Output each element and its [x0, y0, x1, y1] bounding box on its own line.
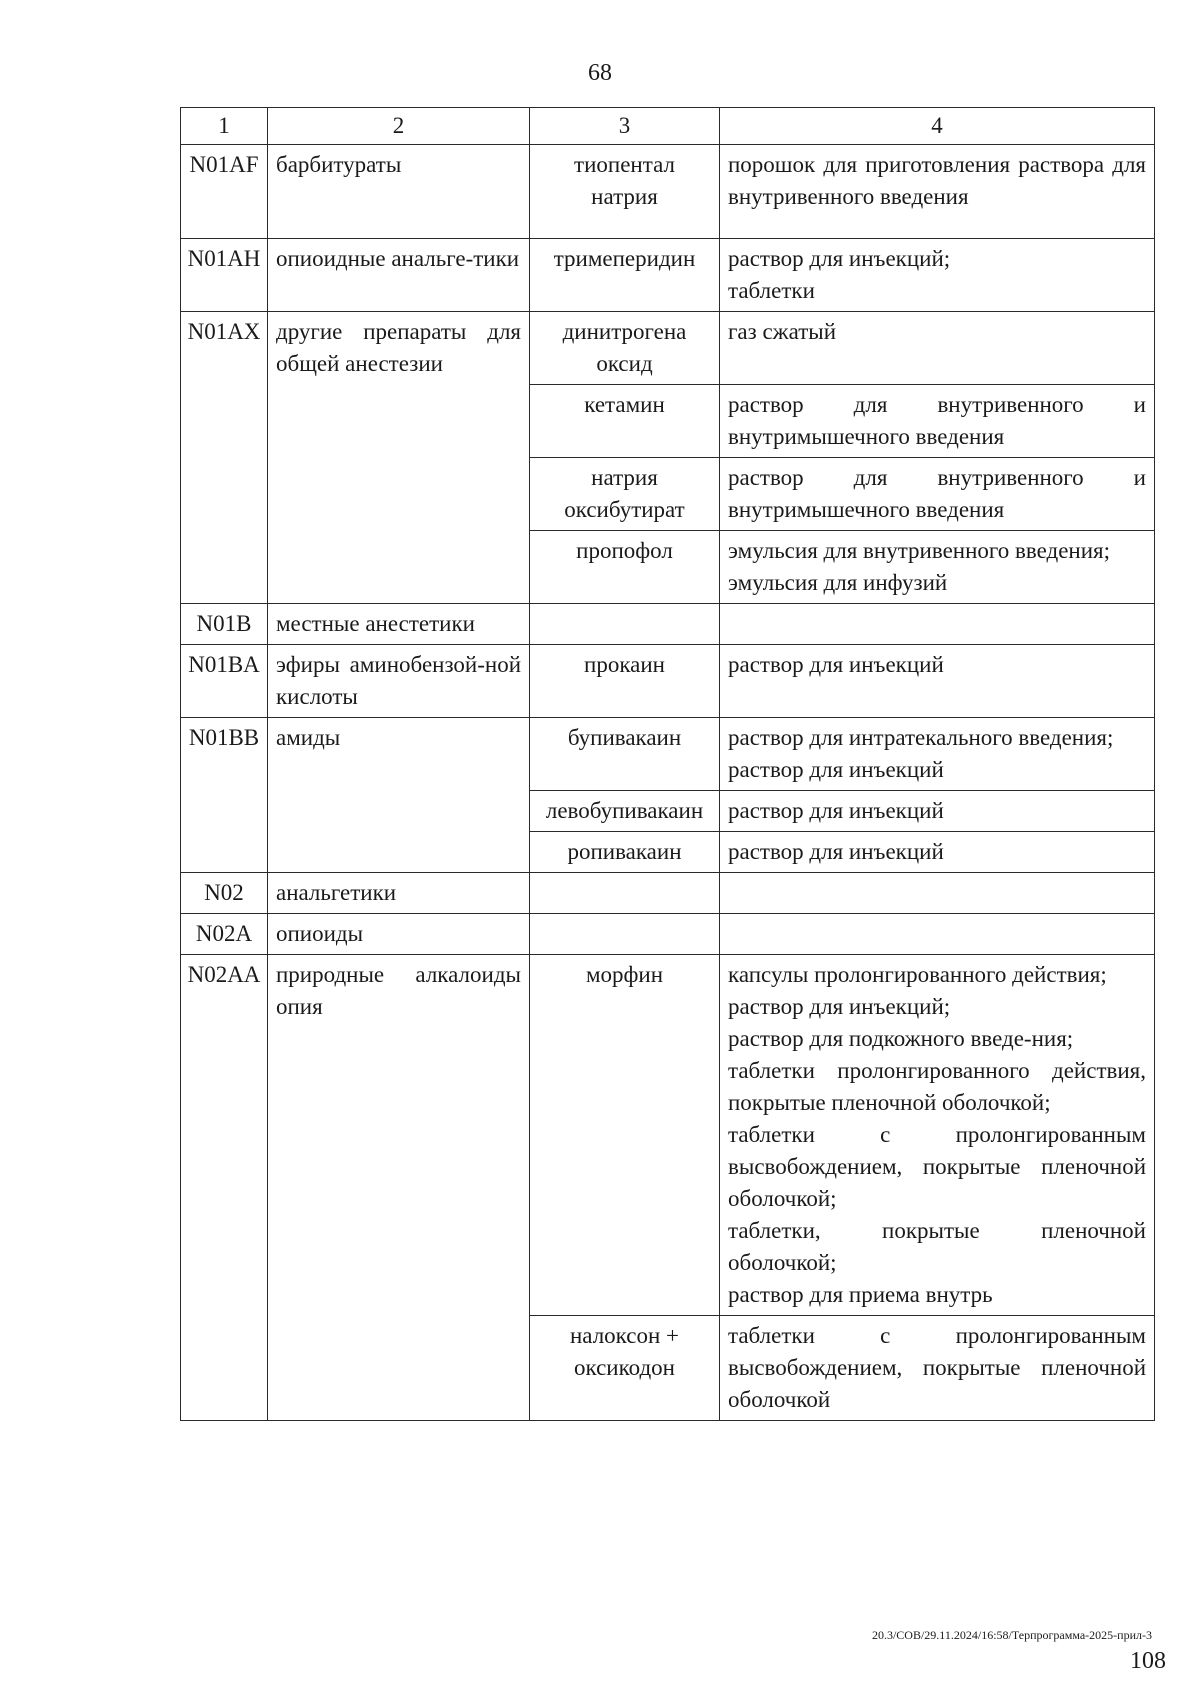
drug-table	[180, 107, 1155, 1421]
drug-name: налоксон + оксикодон	[530, 1316, 720, 1421]
form-line: эмульсия для внутривенного введения;	[728, 538, 1110, 563]
group-name: опиоидные анальге-тики	[268, 239, 530, 312]
table-row	[181, 145, 1155, 239]
header-col-3: 3	[530, 108, 720, 145]
form-line: эмульсия для инфузий	[728, 570, 948, 595]
form-line: раствор для инъекций	[728, 757, 944, 782]
drug-name: левобупивакаин	[530, 791, 720, 832]
form-line: раствор для внутривенного и внутримышечного введения	[728, 465, 1146, 522]
table-row	[181, 239, 1155, 312]
dosage-forms	[720, 604, 1155, 645]
form-line: таблетки с пролонгированным высвобождением, покрытые пленочной оболочкой;	[728, 1122, 1146, 1211]
header-col-1: 1	[181, 108, 268, 145]
dosage-forms	[720, 955, 1155, 1316]
form-line: раствор для приема внутрь	[728, 1282, 993, 1307]
dosage-forms	[720, 1316, 1155, 1421]
atc-code: N01BB	[181, 718, 268, 873]
atc-code: N01AX	[181, 312, 268, 604]
document-code: 20.3/СОВ/29.11.2024/16:58/Терпрограмма-2025-прил-3	[871, 1628, 1152, 1642]
page-number: 68	[588, 60, 612, 86]
header-col-2: 2	[268, 108, 530, 145]
atc-code: N01BA	[181, 645, 268, 718]
form-line: раствор для инъекций	[728, 798, 944, 823]
drug-name: пропофол	[530, 531, 720, 604]
form-line: раствор для инъекций;	[728, 246, 951, 271]
form-line: таблетки, покрытые пленочной оболочкой;	[728, 1218, 1146, 1275]
drug-name: натрия оксибутират	[530, 458, 720, 531]
group-name: эфиры аминобензой-ной кислоты	[268, 645, 530, 718]
drug-name	[530, 914, 720, 955]
dosage-forms	[720, 914, 1155, 955]
dosage-forms	[720, 531, 1155, 604]
drug-name: бупивакаин	[530, 718, 720, 791]
atc-code: N01B	[181, 604, 268, 645]
drug-name: динитрогена оксид	[530, 312, 720, 385]
drug-name: прокаин	[530, 645, 720, 718]
drug-name	[530, 604, 720, 645]
group-name: барбитураты	[268, 145, 530, 239]
form-line: таблетки с пролонгированным высвобождением, покрытые пленочной оболочкой	[728, 1323, 1146, 1412]
dosage-forms	[720, 832, 1155, 873]
header-row	[181, 108, 1155, 145]
table-row	[181, 645, 1155, 718]
dosage-forms	[720, 458, 1155, 531]
table-row	[181, 914, 1155, 955]
form-line: раствор для внутривенного и внутримышечного введения	[728, 392, 1146, 449]
group-name: амиды	[268, 718, 530, 873]
dosage-forms	[720, 873, 1155, 914]
drug-name: ропивакаин	[530, 832, 720, 873]
form-line: таблетки	[728, 278, 815, 303]
footer-page-number: 108	[1130, 1648, 1166, 1674]
dosage-forms	[720, 239, 1155, 312]
atc-code: N02AA	[181, 955, 268, 1421]
drug-name: морфин	[530, 955, 720, 1316]
group-name: местные анестетики	[268, 604, 530, 645]
dosage-forms	[720, 145, 1155, 239]
form-line: раствор для инъекций;	[728, 994, 951, 1019]
form-line: таблетки пролонгированного действия, покрытые пленочной оболочкой;	[728, 1058, 1146, 1115]
dosage-forms	[720, 385, 1155, 458]
header-col-4: 4	[720, 108, 1155, 145]
atc-code: N02A	[181, 914, 268, 955]
atc-code: N01AF	[181, 145, 268, 239]
table-row	[181, 312, 1155, 385]
drug-name: тримеперидин	[530, 239, 720, 312]
form-line: газ сжатый	[728, 319, 837, 344]
table-row	[181, 604, 1155, 645]
atc-code: N02	[181, 873, 268, 914]
group-name: природные алкалоиды опия	[268, 955, 530, 1421]
table-row	[181, 955, 1155, 1316]
atc-code: N01AH	[181, 239, 268, 312]
dosage-forms	[720, 791, 1155, 832]
drug-name: тиопентал натрия	[530, 145, 720, 239]
group-name: анальгетики	[268, 873, 530, 914]
table-row	[181, 718, 1155, 791]
dosage-forms	[720, 312, 1155, 385]
drug-name	[530, 873, 720, 914]
form-line: раствор для инъекций	[728, 652, 944, 677]
form-line: порошок для приготовления раствора для внутривенного введения	[728, 152, 1146, 209]
dosage-forms	[720, 645, 1155, 718]
form-line: раствор для интратекального введения;	[728, 725, 1114, 750]
form-line: раствор для инъекций	[728, 839, 944, 864]
group-name: опиоиды	[268, 914, 530, 955]
dosage-forms	[720, 718, 1155, 791]
group-name: другие препараты для общей анестезии	[268, 312, 530, 604]
form-line: раствор для подкожного введе-ния;	[728, 1026, 1074, 1051]
table-row	[181, 873, 1155, 914]
drug-name: кетамин	[530, 385, 720, 458]
form-line: капсулы пролонгированного действия;	[728, 962, 1107, 987]
